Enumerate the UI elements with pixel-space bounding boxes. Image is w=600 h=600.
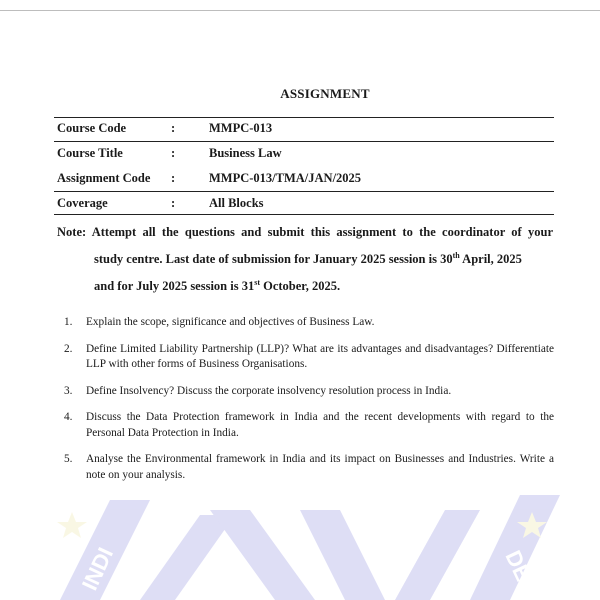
table-top-rule	[54, 117, 554, 118]
watermark-logo	[0, 490, 600, 600]
meta-value: MMPC-013/TMA/JAN/2025	[209, 171, 362, 185]
question-text: Explain the scope, significance and objectives of Business Law.	[86, 316, 375, 328]
question-number: 5.	[64, 453, 73, 465]
page-title: ASSIGNMENT	[280, 86, 370, 101]
row-divider	[54, 191, 554, 192]
watermark-text-right: DER	[500, 546, 543, 600]
ordinal-suffix: th	[452, 251, 460, 260]
meta-row-assignment-code	[57, 171, 552, 189]
note-line-1: Note: Attempt all the questions and submit this assignment to the coordinator of your	[57, 225, 553, 239]
table-bottom-rule	[54, 214, 554, 215]
meta-colon: :	[171, 146, 176, 160]
meta-label: Coverage	[57, 196, 108, 210]
meta-label: Course Code	[57, 121, 127, 135]
question-item	[64, 410, 554, 441]
question-text: Define Limited Liability Partnership (LLP)? What are its advantages and disadvantages? Differentiate LLP with other forms of Business Organisations.	[86, 342, 554, 370]
note-text: April, 2025	[459, 252, 522, 267]
note-text: and for July 2025 session is 31	[94, 279, 255, 294]
question-item	[64, 315, 554, 331]
question-number: 1.	[64, 316, 73, 328]
submission-note	[57, 220, 553, 298]
meta-colon: :	[171, 171, 176, 185]
question-number: 3.	[64, 384, 73, 397]
meta-row-coverage	[57, 196, 552, 214]
watermark-text-left: INDI	[76, 543, 119, 595]
meta-label: Course Title	[57, 146, 123, 160]
ordinal-suffix: st	[254, 278, 260, 288]
question-list	[64, 315, 554, 494]
meta-value: MMPC-013	[209, 121, 273, 135]
question-item	[64, 384, 554, 400]
note-line-2	[57, 244, 553, 271]
star-icon	[57, 512, 87, 538]
question-number: 4.	[64, 411, 73, 423]
meta-value: All Blocks	[209, 196, 264, 210]
question-item	[64, 452, 554, 483]
question-item	[64, 342, 554, 373]
meta-label: Assignment Code	[57, 171, 151, 185]
question-text: Define Insolvency? Discuss the corporate insolvency resolution process in India.	[86, 384, 452, 397]
note-line-3	[57, 271, 553, 298]
meta-row-course-code	[57, 121, 552, 139]
note-text: October, 2025.	[260, 279, 341, 294]
question-text: Discuss the Data Protection framework in India and the recent developments with regard to the Personal Data Protection in India.	[86, 411, 554, 439]
meta-colon: :	[171, 196, 176, 210]
top-divider	[0, 10, 600, 11]
question-number: 2.	[64, 342, 73, 355]
meta-value: Business Law	[209, 146, 282, 160]
meta-colon: :	[171, 121, 176, 135]
meta-row-course-title	[57, 146, 552, 164]
note-text: study centre. Last date of submission for January 2025 session is 30	[94, 252, 453, 267]
question-text: Analyse the Environmental framework in India and its impact on Businesses and Industries. Write a note on your analysis.	[86, 453, 554, 481]
row-divider	[54, 141, 554, 142]
